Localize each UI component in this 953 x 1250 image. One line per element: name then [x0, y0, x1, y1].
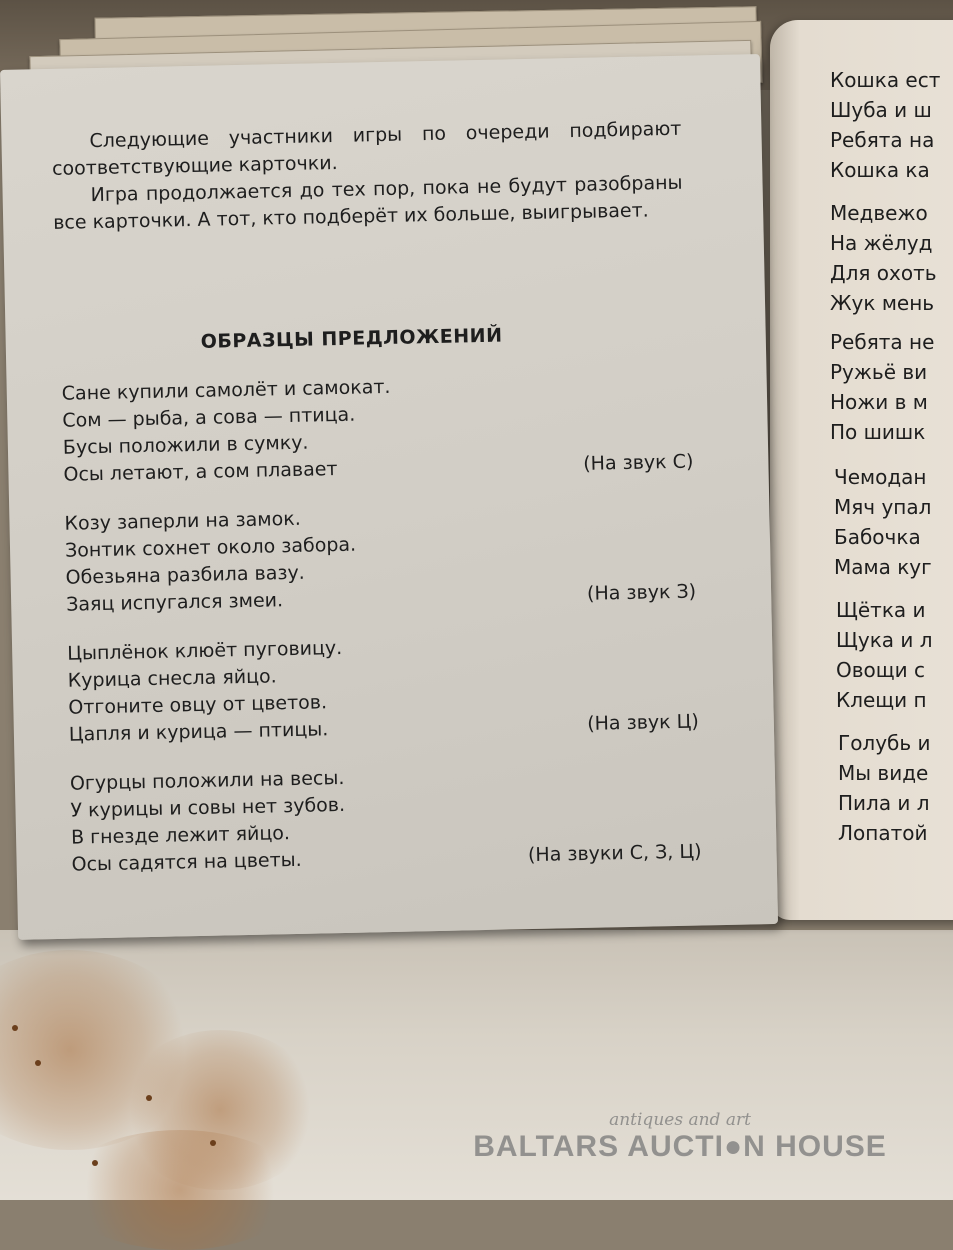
right-line: Овощи с [836, 658, 925, 682]
right-group [836, 595, 933, 715]
right-line: Шуба и ш [830, 98, 932, 122]
right-line: Бабочка [834, 525, 921, 549]
sentence-line: Бусы положили в сумку. [62, 431, 309, 459]
stain-dot [92, 1160, 98, 1166]
right-line: Ребята на [830, 128, 935, 152]
right-line: На жёлуд [830, 231, 933, 255]
sentence-line: В гнезде лежит яйцо. [70, 822, 291, 849]
stain-dot [210, 1140, 216, 1146]
sound-label: (На звук С) [583, 450, 694, 475]
sentence-line: Козу заперли на замок. [64, 507, 301, 535]
left-page [0, 54, 778, 940]
right-line: Жук мень [830, 291, 935, 315]
sentence-line: У курицы и совы нет зубов. [70, 793, 346, 822]
right-group [830, 327, 934, 447]
sentence-line: Сане купили самолёт и самокат. [61, 375, 391, 405]
intro-text [51, 116, 683, 237]
sentence-line: Цыплёнок клюёт пуговицу. [67, 636, 343, 665]
stain-dot [146, 1095, 152, 1101]
watermark-tagline: antiques and art [609, 1110, 751, 1130]
sentence-line: Зонтик сохнет около забора. [64, 533, 357, 562]
watermark-name: BALTARS AUCTI●N HOUSE [473, 1130, 887, 1163]
right-line: Ребята не [830, 330, 935, 354]
sentence-line: Цапля и курица — птицы. [68, 718, 329, 746]
stain-dot [35, 1060, 41, 1066]
right-line: Медвежо [830, 201, 928, 225]
auction-watermark [470, 1110, 890, 1164]
right-line: Щётка и [836, 598, 926, 622]
sentence-group [64, 497, 716, 619]
sentence-line: Осы летают, а сом плавает [63, 458, 338, 486]
right-line: Пила и л [838, 791, 930, 815]
right-group [830, 65, 940, 185]
sentence-group [62, 367, 714, 489]
right-group [830, 198, 937, 318]
right-line: По шишк [830, 420, 926, 444]
right-line: Голубь и [838, 731, 931, 755]
right-line: Мяч упал [834, 495, 932, 519]
right-group [838, 728, 931, 848]
right-line: Для охоть [830, 261, 937, 285]
right-line: Кошка ка [830, 158, 930, 182]
sentence-line: Отгоните овцу от цветов. [68, 691, 328, 719]
right-line: Клещи п [836, 688, 927, 712]
stain [60, 1130, 300, 1250]
right-line: Ножи в м [830, 390, 928, 414]
sentence-line: Сом — рыба, а сова — птица. [62, 403, 356, 432]
right-line: Ружьё ви [830, 360, 928, 384]
right-group [834, 462, 932, 582]
right-line: Лопатой [838, 821, 928, 845]
right-line: Щука и л [836, 628, 933, 652]
sentence-group [67, 627, 719, 749]
sound-label: (На звук З) [586, 580, 697, 605]
sentence-line: Курица снесла яйцо. [67, 665, 277, 692]
right-line: Чемодан [834, 465, 927, 489]
intro-paragraph: Следующие участники игры по очереди подбирают соответствующие карточки. [51, 117, 682, 180]
intro-paragraph: Игра продолжается до тех пор, пока не будут разобраны все карточки. А тот, кто подберёт их больше, выигрывает. [52, 171, 683, 234]
right-line: Мама куг [834, 555, 932, 579]
section-heading: ОБРАЗЦЫ ПРЕДЛОЖЕНИЙ [200, 324, 503, 353]
sentence-group [70, 757, 722, 879]
right-line: Мы виде [838, 761, 929, 785]
sentence-line: Огурцы положили на весы. [69, 766, 345, 795]
stain-dot [12, 1025, 18, 1031]
sentence-line: Осы садятся на цветы. [71, 848, 302, 876]
sentence-line: Обезьяна разбила вазу. [65, 561, 305, 589]
sound-label: (На звук Ц) [586, 710, 700, 735]
right-line: Кошка ест [830, 68, 941, 92]
sound-label: (На звуки С, З, Ц) [527, 840, 702, 867]
sentence-line: Заяц испугался змеи. [65, 589, 284, 616]
